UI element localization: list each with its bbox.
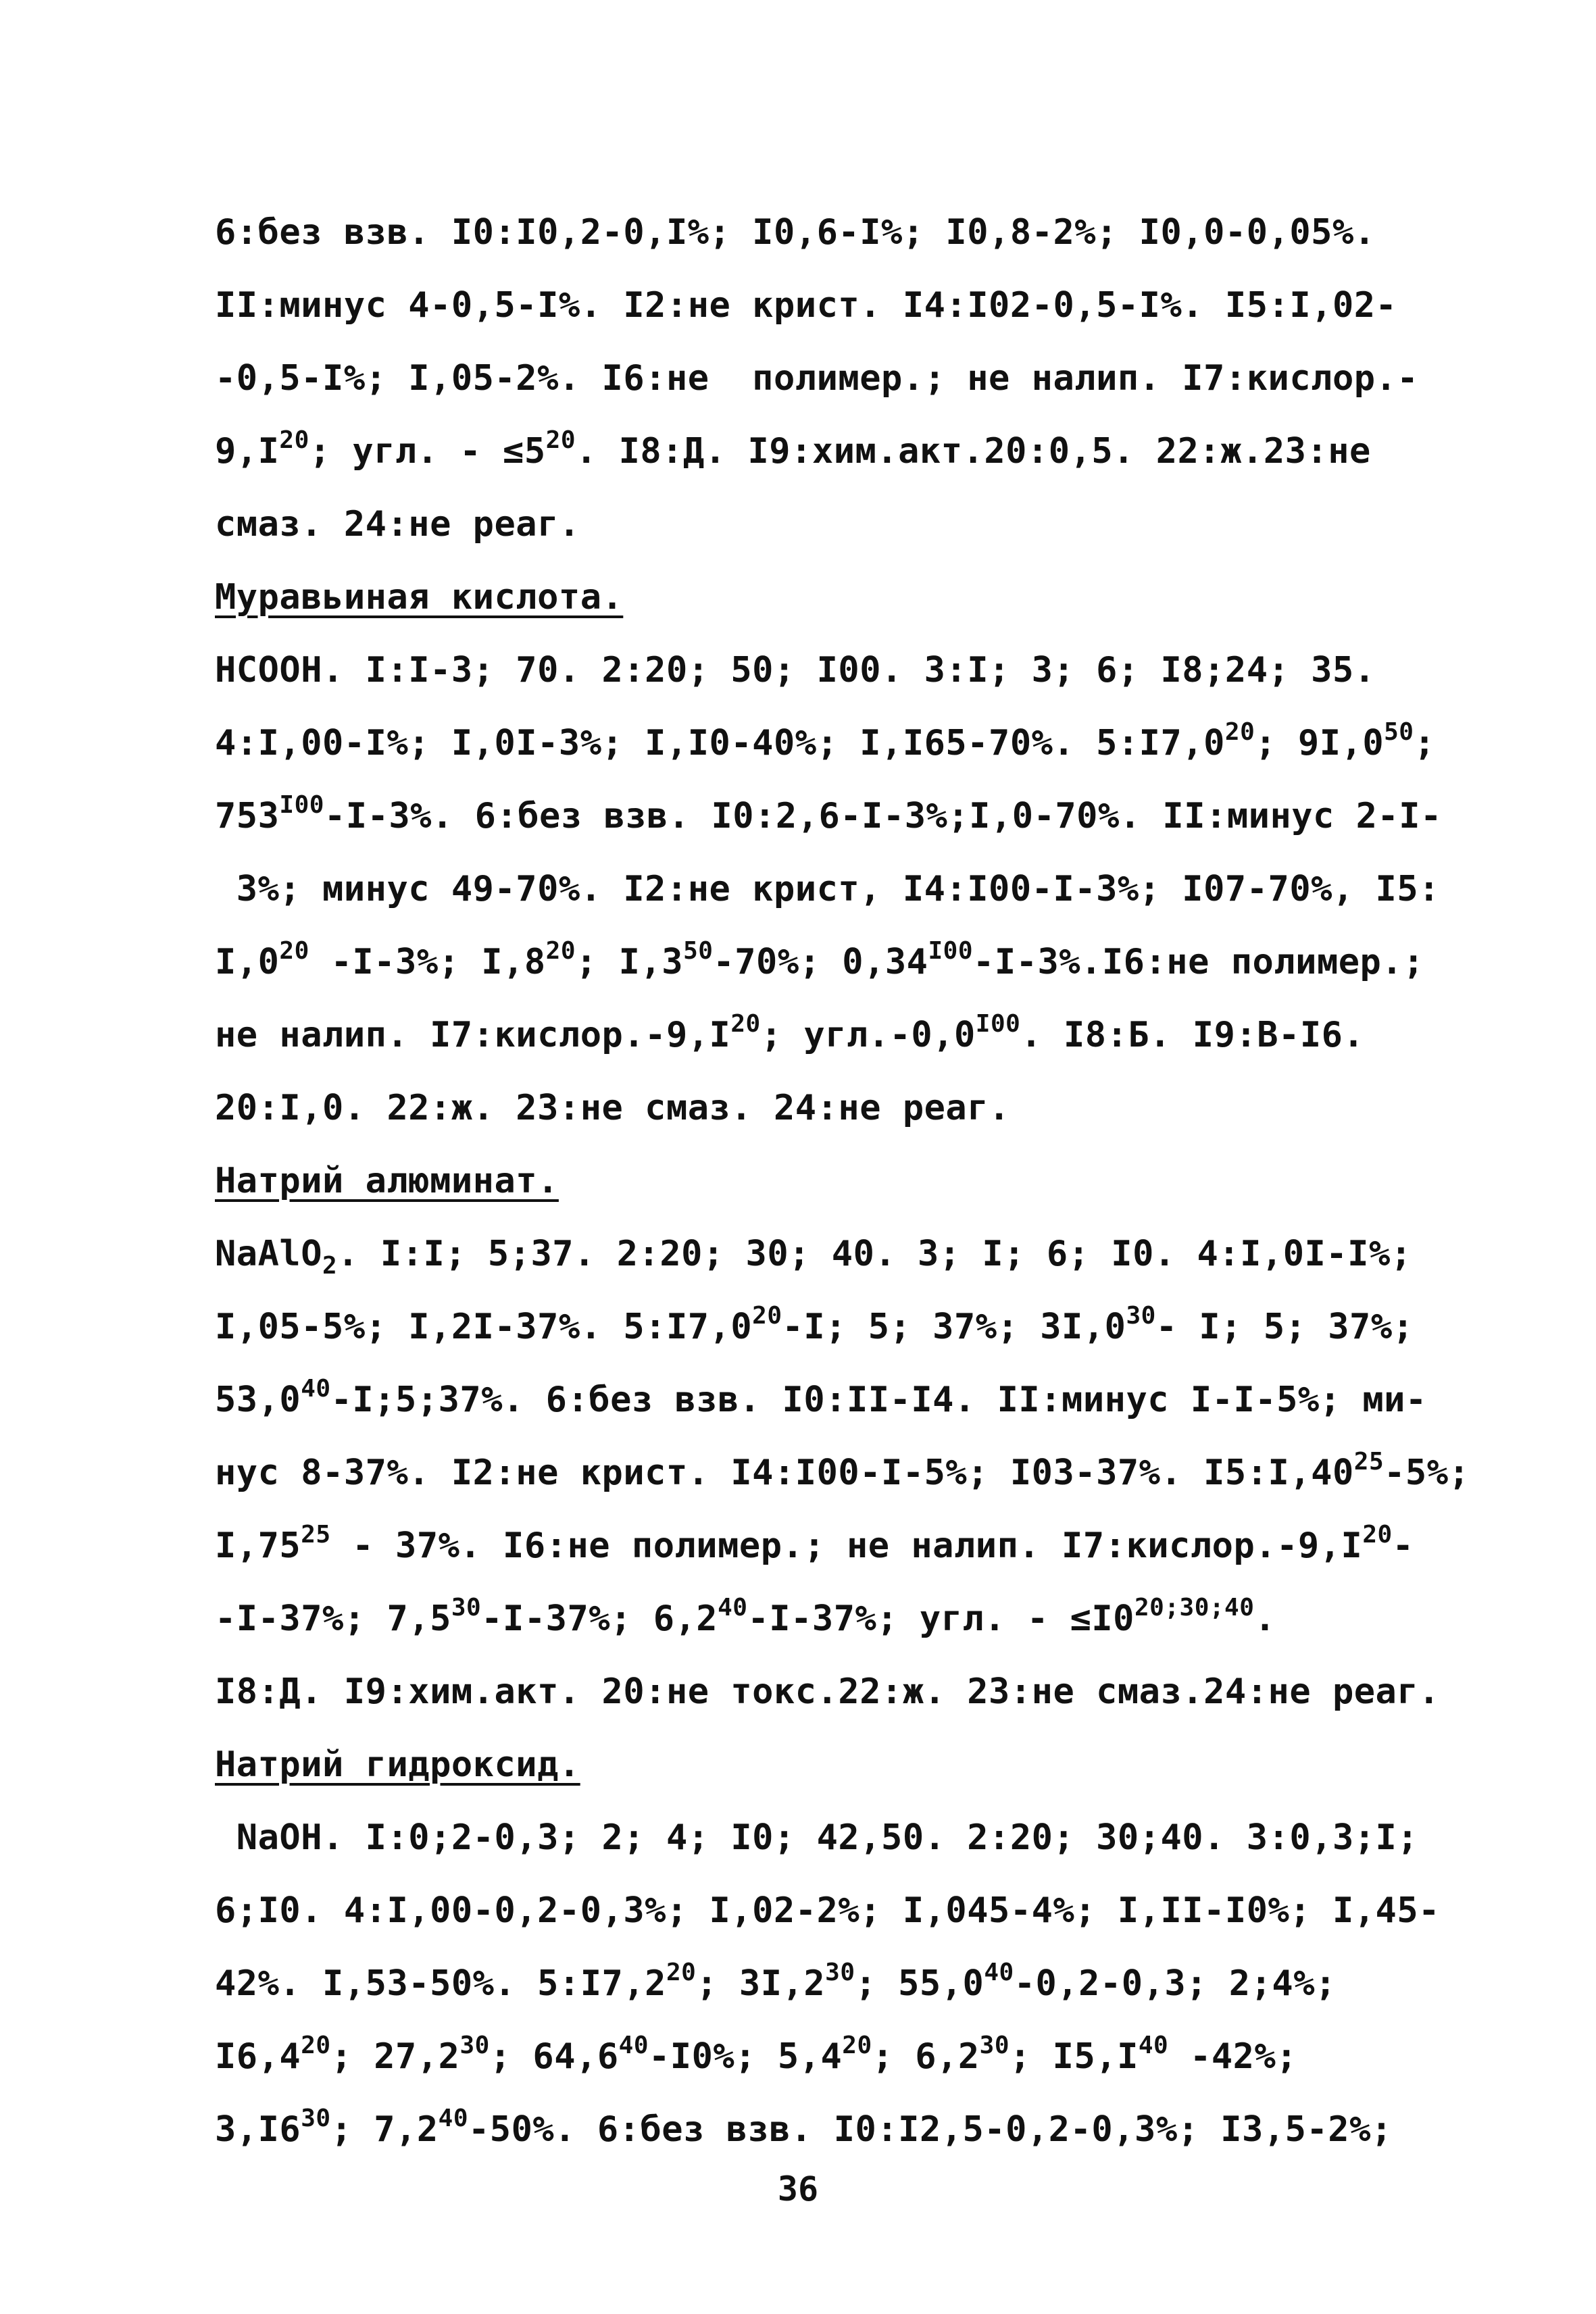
text-line <box>215 1801 1472 1874</box>
superscript: 40 <box>618 2032 649 2059</box>
text-segment: ; 9I,0 <box>1255 723 1385 763</box>
superscript: 20 <box>301 2032 331 2059</box>
text-segment: -I-37%; угл. - ≤I0 <box>747 1599 1134 1639</box>
text-segment: -5%; <box>1384 1453 1470 1493</box>
text-line <box>215 2093 1472 2166</box>
text-segment: Натрий алюминат. <box>215 1161 559 1201</box>
superscript: 50 <box>683 937 714 965</box>
superscript: 40 <box>1138 2032 1169 2059</box>
text-segment: смаз. 24:не реаг. <box>215 504 580 545</box>
text-segment: 753 <box>215 796 280 836</box>
text-segment: -I-37%; 7,5 <box>215 1599 451 1639</box>
text-segment: -42%; <box>1168 2036 1298 2077</box>
text-segment: . I:I; 5;37. 2:20; 30; 40. 3; I; 6; I0. 4:I,0I-I%; <box>337 1234 1412 1274</box>
superscript: 50 <box>1384 718 1414 746</box>
text-segment: II:минус 4-0,5-I%. I2:не крист. I4:I02-0,5-I%. I5:I,02- <box>215 285 1397 326</box>
superscript: 30 <box>459 2032 490 2059</box>
text-segment: -I-3%; I,8 <box>309 942 546 982</box>
text-line <box>215 342 1472 415</box>
text-line <box>215 707 1472 780</box>
document-body <box>215 196 1472 2166</box>
superscript: 25 <box>1353 1448 1385 1476</box>
superscript: 20 <box>730 1010 761 1038</box>
section-heading <box>215 1145 1472 1217</box>
superscript: 30 <box>301 2105 331 2132</box>
text-segment: ; I,3 <box>576 942 684 982</box>
text-segment: ; угл. - ≤5 <box>309 431 546 472</box>
text-segment: . I8:Д. I9:хим.акт.20:0,5. 22:ж.23:не <box>576 431 1371 472</box>
text-segment: I,75 <box>215 1526 301 1566</box>
text-segment: 53,0 <box>215 1380 301 1420</box>
text-segment: 6:без взв. I0:I0,2-0,I%; I0,6-I%; I0,8-2%; I0,0-0,05%. <box>215 212 1376 253</box>
text-segment: -I0%; 5,4 <box>649 2036 843 2077</box>
text-line <box>215 926 1472 999</box>
text-segment: HCOOH. I:I-3; 70. 2:20; 50; I00. 3:I; 3; 6; I8;24; 35. <box>215 650 1376 690</box>
text-segment: I6,4 <box>215 2036 301 2077</box>
superscript: 30 <box>1126 1302 1156 1330</box>
superscript: 30 <box>451 1594 482 1621</box>
superscript: I00 <box>928 937 974 965</box>
text-segment: -50%. 6:без взв. I0:I2,5-0,2-0,3%; I3,5-2%; <box>468 2109 1393 2150</box>
superscript: 40 <box>718 1594 748 1621</box>
text-segment: - <box>1392 1526 1414 1566</box>
text-segment: 3,I6 <box>215 2109 301 2150</box>
text-line <box>215 1655 1472 1728</box>
text-segment: -I;5;37%. 6:без взв. I0:II-I4. II:минус I-I-5%; ми- <box>330 1380 1427 1420</box>
text-segment: . <box>1254 1599 1276 1639</box>
text-line <box>215 634 1472 707</box>
text-segment: I,0 <box>215 942 280 982</box>
text-segment: -0,2-0,3; 2;4%; <box>1014 1963 1337 2004</box>
text-line <box>215 780 1472 853</box>
text-line <box>215 1072 1472 1145</box>
superscript: 30 <box>979 2032 1010 2059</box>
superscript: 20 <box>666 1959 697 1986</box>
text-segment: NaOH. I:0;2-0,3; 2; 4; I0; 42,50. 2:20; 30;40. 3:0,3;I; <box>215 1817 1419 1858</box>
text-segment: ; I5,I <box>1009 2036 1139 2077</box>
superscript: 25 <box>301 1521 331 1549</box>
text-segment: 42%. I,53-50%. 5:I7,2 <box>215 1963 666 2004</box>
text-segment: - I; 5; 37%; <box>1155 1307 1414 1347</box>
text-segment: 4:I,00-I%; I,0I-3%; I,I0-40%; I,I65-70%. 5:I7,0 <box>215 723 1225 763</box>
text-segment: нус 8-37%. I2:не крист. I4:I00-I-5%; I03-37%. I5:I,40 <box>215 1453 1354 1493</box>
text-segment: ; угл.-0,0 <box>760 1015 976 1055</box>
text-segment: NaAlO <box>215 1234 323 1274</box>
text-line <box>215 1582 1472 1655</box>
section-heading <box>215 561 1472 634</box>
text-segment: -I-37%; 6,2 <box>481 1599 718 1639</box>
text-line <box>215 1217 1472 1290</box>
superscript: 40 <box>301 1375 331 1403</box>
superscript: 20 <box>752 1302 782 1330</box>
text-segment: -I; 5; 37%; 3I,0 <box>782 1307 1126 1347</box>
text-segment: 6;I0. 4:I,00-0,2-0,3%; I,02-2%; I,045-4%; I,II-I0%; I,45- <box>215 1890 1440 1931</box>
text-line <box>215 999 1472 1072</box>
section-heading <box>215 1728 1472 1801</box>
text-segment: ; 7,2 <box>330 2109 439 2150</box>
text-line <box>215 1290 1472 1363</box>
text-segment: I,05-5%; I,2I-37%. 5:I7,0 <box>215 1307 753 1347</box>
superscript: 20 <box>842 2032 872 2059</box>
text-line <box>215 1509 1472 1582</box>
text-segment: -70%; 0,34 <box>713 942 928 982</box>
superscript: 20 <box>545 937 576 965</box>
superscript: 40 <box>984 1959 1014 1986</box>
superscript: 40 <box>438 2105 468 2132</box>
superscript: 20 <box>1362 1521 1393 1549</box>
superscript: 20 <box>279 426 309 454</box>
text-line <box>215 2020 1472 2093</box>
text-line <box>215 269 1472 342</box>
text-segment: 20:I,0. 22:ж. 23:не смаз. 24:не реаг. <box>215 1088 1010 1128</box>
text-segment: -I-3%. 6:без взв. I0:2,6-I-3%;I,0-70%. II:минус 2-I- <box>324 796 1442 836</box>
text-segment: ; <box>1414 723 1436 763</box>
text-segment: 3%; минус 49-70%. I2:не крист, I4:I00-I-3%; I07-70%, I5: <box>215 869 1440 909</box>
text-line <box>215 1436 1472 1509</box>
superscript: 20 <box>545 426 576 454</box>
text-segment: ; 27,2 <box>330 2036 460 2077</box>
text-line <box>215 415 1472 488</box>
text-line <box>215 488 1472 561</box>
page-number: 36 <box>777 2169 819 2209</box>
text-segment: ; 64,6 <box>489 2036 619 2077</box>
text-line <box>215 853 1472 926</box>
superscript: I00 <box>975 1010 1021 1038</box>
text-segment: не налип. I7:кислор.-9,I <box>215 1015 731 1055</box>
text-line <box>215 196 1472 269</box>
text-segment: . I8:Б. I9:В-I6. <box>1020 1015 1365 1055</box>
text-segment: ; 3I,2 <box>696 1963 826 2004</box>
text-segment: 9,I <box>215 431 280 472</box>
superscript: 20 <box>1224 718 1255 746</box>
superscript: 20 <box>279 937 309 965</box>
subscript: 2 <box>322 1252 338 1280</box>
superscript: 20;30;40 <box>1134 1594 1255 1621</box>
text-segment: ; 6,2 <box>872 2036 980 2077</box>
text-segment: Натрий гидроксид. <box>215 1744 580 1785</box>
superscript: 30 <box>825 1959 855 1986</box>
text-line <box>215 1363 1472 1436</box>
superscript: I00 <box>279 791 324 819</box>
text-segment: - 37%. I6:не полимер.; не налип. I7:кислор.-9,I <box>330 1526 1363 1566</box>
text-segment: -I-3%.I6:не полимер.; <box>973 942 1424 982</box>
text-line <box>215 1947 1472 2020</box>
text-segment: Муравьиная кислота. <box>215 577 624 618</box>
text-segment: I8:Д. I9:хим.акт. 20:не токс.22:ж. 23:не смаз.24:не реаг. <box>215 1671 1440 1712</box>
text-segment: -0,5-I%; I,05-2%. I6:не полимер.; не налип. I7:кислор.- <box>215 358 1419 399</box>
text-segment: ; 55,0 <box>855 1963 984 2004</box>
text-line <box>215 1874 1472 1947</box>
